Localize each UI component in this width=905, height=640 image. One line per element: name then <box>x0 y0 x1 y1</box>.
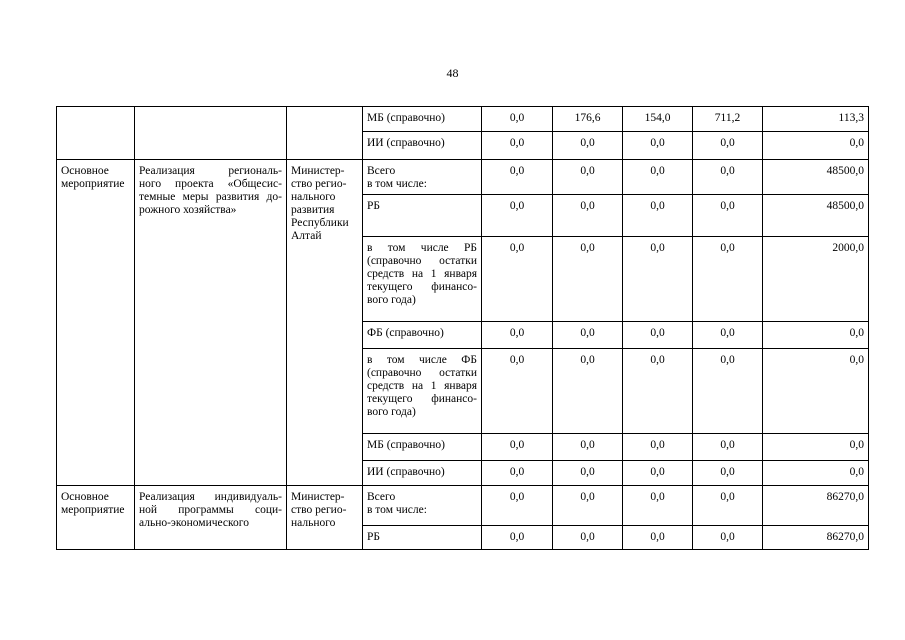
source-cell-line: РБ <box>367 200 380 212</box>
source-cell <box>363 434 482 461</box>
value-cell: 0,0 <box>693 486 763 526</box>
value-cell: 48500,0 <box>763 160 869 195</box>
value-cell: 0,0 <box>482 322 553 349</box>
measure-name-cell-line: Реализация региональ- <box>139 165 282 177</box>
value-cell: 0,0 <box>623 132 693 160</box>
value-cell: 0,0 <box>553 434 623 461</box>
executor-cell-line: Министер- <box>291 491 345 503</box>
source-cell <box>363 195 482 237</box>
value-cell: 0,0 <box>553 486 623 526</box>
executor-cell-line: нального <box>291 191 336 203</box>
table-row <box>57 107 869 132</box>
source-cell: МБ (справочно) <box>363 107 482 132</box>
measure-name-cell-line: ной программы соци- <box>139 504 282 516</box>
value-cell: 113,3 <box>763 107 869 132</box>
value-cell: 0,0 <box>763 349 869 434</box>
value-cell: 0,0 <box>763 322 869 349</box>
value-cell: 48500,0 <box>763 195 869 237</box>
value-cell: 0,0 <box>482 160 553 195</box>
source-cell-line: в том числе: <box>367 178 427 190</box>
source-cell-line: ИИ (справочно) <box>367 466 445 478</box>
measure-name-cell-line: ально-экономического <box>139 517 249 529</box>
measure-type-cell <box>57 160 135 486</box>
value-cell: 0,0 <box>553 160 623 195</box>
value-cell: 0,0 <box>623 486 693 526</box>
source-cell-line: в том числе: <box>367 504 427 516</box>
source-cell-line: МБ (справочно) <box>367 439 445 451</box>
value-cell: 0,0 <box>623 349 693 434</box>
table-body <box>57 107 869 550</box>
source-cell-line: (справочно остатки <box>367 367 477 379</box>
source-cell <box>363 461 482 486</box>
executor-cell <box>287 160 363 486</box>
value-cell: 0,0 <box>482 526 553 550</box>
source-cell-line: вого года) <box>367 406 416 418</box>
value-cell: 0,0 <box>693 322 763 349</box>
executor-cell-line: нального <box>291 517 336 529</box>
value-cell: 0,0 <box>623 160 693 195</box>
value-cell: 0,0 <box>553 349 623 434</box>
name-cell-empty <box>135 107 287 160</box>
value-cell: 0,0 <box>482 237 553 322</box>
measure-name-cell-line: Реализация индивидуаль- <box>139 491 282 503</box>
measure-name-cell-line: рожного хозяйства» <box>139 204 237 216</box>
executor-cell-empty <box>287 107 363 160</box>
value-cell: 0,0 <box>623 322 693 349</box>
type-cell-empty <box>57 107 135 160</box>
source-cell-line: (справочно остатки <box>367 255 477 267</box>
source-cell-line: в том числе ФБ <box>367 354 477 366</box>
value-cell: 86270,0 <box>763 486 869 526</box>
value-cell: 86270,0 <box>763 526 869 550</box>
source-cell <box>363 322 482 349</box>
value-cell: 0,0 <box>623 461 693 486</box>
value-cell: 0,0 <box>693 195 763 237</box>
value-cell: 0,0 <box>693 132 763 160</box>
source-cell-line: текущего финансо- <box>367 393 477 405</box>
value-cell: 0,0 <box>553 526 623 550</box>
value-cell: 0,0 <box>763 461 869 486</box>
source-cell-line: ФБ (справочно) <box>367 327 444 339</box>
source-cell-line: средств на 1 января <box>367 268 477 280</box>
executor-cell-line: Алтай <box>291 230 322 242</box>
executor-cell-line: ство регио- <box>291 504 347 516</box>
value-cell: 0,0 <box>482 195 553 237</box>
value-cell: 0,0 <box>553 195 623 237</box>
value-cell: 0,0 <box>482 461 553 486</box>
value-cell: 0,0 <box>623 526 693 550</box>
value-cell: 0,0 <box>693 461 763 486</box>
source-cell-line: средств на 1 января <box>367 380 477 392</box>
value-cell: 0,0 <box>553 461 623 486</box>
source-cell-line: РБ <box>367 531 380 543</box>
source-cell-line: в том числе РБ <box>367 242 477 254</box>
value-cell: 0,0 <box>693 160 763 195</box>
source-cell <box>363 349 482 434</box>
value-cell: 0,0 <box>693 434 763 461</box>
table-row <box>57 486 869 526</box>
source-cell-line: текущего финансо- <box>367 281 477 293</box>
source-cell: ИИ (справочно) <box>363 132 482 160</box>
value-cell: 0,0 <box>553 322 623 349</box>
value-cell: 0,0 <box>482 349 553 434</box>
value-cell: 0,0 <box>623 434 693 461</box>
value-cell: 711,2 <box>693 107 763 132</box>
measure-name-cell-line: ного проекта «Общесис- <box>139 178 282 190</box>
value-cell: 0,0 <box>763 132 869 160</box>
table-row <box>57 160 869 195</box>
executor-cell-line: Министер- <box>291 165 345 177</box>
value-cell: 0,0 <box>763 434 869 461</box>
measure-name-cell <box>135 486 287 550</box>
value-cell: 0,0 <box>623 195 693 237</box>
measure-name-cell-line: темные меры развития до- <box>139 191 282 203</box>
value-cell: 176,6 <box>553 107 623 132</box>
value-cell: 0,0 <box>693 526 763 550</box>
measure-type-cell-line: мероприятие <box>61 504 125 516</box>
page-number: 48 <box>446 66 459 80</box>
measure-name-cell <box>135 160 287 486</box>
measure-type-cell <box>57 486 135 550</box>
measure-type-cell-line: мероприятие <box>61 178 125 190</box>
value-cell: 154,0 <box>623 107 693 132</box>
value-cell: 0,0 <box>623 237 693 322</box>
value-cell: 0,0 <box>482 107 553 132</box>
executor-cell-line: развития <box>291 204 335 216</box>
measure-type-cell-line: Основное <box>61 491 109 503</box>
value-cell: 0,0 <box>482 486 553 526</box>
value-cell: 0,0 <box>553 132 623 160</box>
value-cell: 0,0 <box>482 132 553 160</box>
value-cell: 0,0 <box>693 237 763 322</box>
source-cell <box>363 486 482 526</box>
source-cell <box>363 160 482 195</box>
source-cell <box>363 526 482 550</box>
source-cell-line: вого года) <box>367 294 416 306</box>
value-cell: 0,0 <box>553 237 623 322</box>
source-cell <box>363 237 482 322</box>
source-cell-line: Всего <box>367 165 396 177</box>
executor-cell-line: ство регио- <box>291 178 347 190</box>
value-cell: 0,0 <box>693 349 763 434</box>
budget-table <box>56 106 869 550</box>
measure-type-cell-line: Основное <box>61 165 109 177</box>
executor-cell <box>287 486 363 550</box>
source-cell-line: Всего <box>367 491 396 503</box>
executor-cell-line: Республики <box>291 217 349 229</box>
value-cell: 2000,0 <box>763 237 869 322</box>
value-cell: 0,0 <box>482 434 553 461</box>
